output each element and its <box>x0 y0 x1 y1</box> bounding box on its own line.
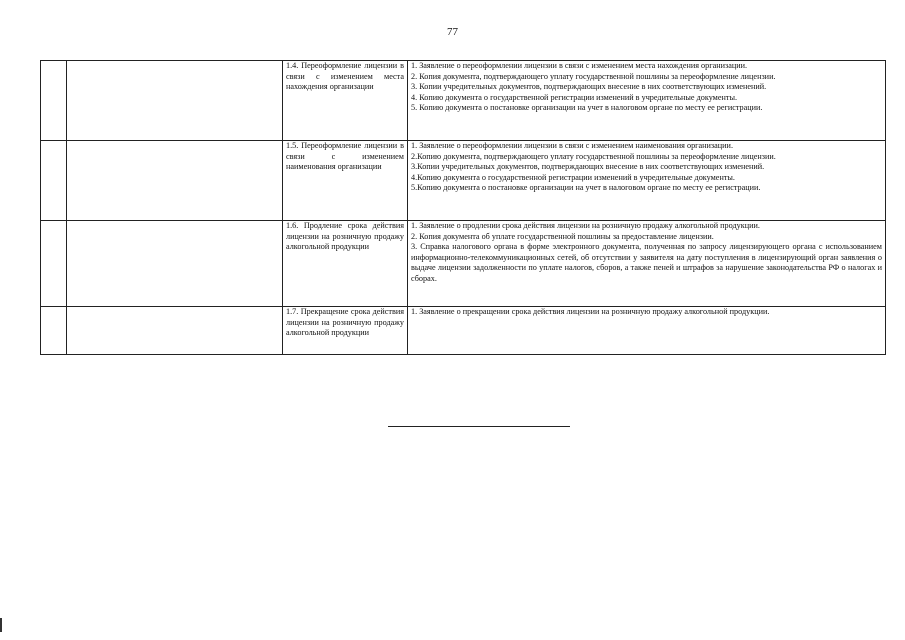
table-row <box>41 307 886 355</box>
documents-cell <box>408 221 886 307</box>
separator-line <box>388 426 570 427</box>
empty-cell <box>67 221 283 307</box>
empty-cell <box>41 307 67 355</box>
empty-cell <box>67 307 283 355</box>
table-row <box>41 221 886 307</box>
page-number: 77 <box>447 26 458 38</box>
empty-cell <box>67 61 283 141</box>
document-item: 1. Заявление о переоформлении лицензии в связи с изменением места нахождения организации. <box>411 61 748 70</box>
documents-cell <box>408 307 886 355</box>
service-cell: 1.7. Прекращение срока действия лицензии на розничную продажу алкогольной продукции <box>283 307 408 355</box>
document-item: 4.Копию документа о государственной регистрации изменений в учредительные документы. <box>411 172 735 182</box>
service-cell: 1.4. Переоформление лицензии в связи с изменением места нахождения организации <box>283 61 408 141</box>
document-item: 1. Заявление о продлении срока действия лицензии на розничную продажу алкогольной продукции. <box>411 221 760 230</box>
empty-cell <box>67 141 283 221</box>
empty-cell <box>41 141 67 221</box>
documents-cell <box>408 141 886 221</box>
document-item: 3. Копии учредительных документов, подтверждающих внесение в них соответствующих изменений. <box>411 82 767 92</box>
document-item: 4. Копию документа о государственной регистрации изменений в учредительные документы. <box>411 92 737 102</box>
empty-cell <box>41 61 67 141</box>
service-cell: 1.5. Переоформление лицензии в связи с изменением наименования организации <box>283 141 408 221</box>
document-item: 2.Копию документа, подтверждающего уплату государственной пошлины за переоформление лицензии. <box>411 151 776 161</box>
document-item: 3.Копии учредительных документов, подтверждающих внесение в них соответствующих изменений. <box>411 162 765 172</box>
document-item: 3. Справка налогового органа в форме электронного документа, полученная по запросу лицензирующего органа с использованием информационно-телекоммуникационных сетей, об отсутствии у заявителя на дату поступления в лицензирующий орган заявления о выдаче лицензии задолженности по уплате налогов, сборов, а также пеней и штрафов за нарушение законодательства РФ о налогах и сборах. <box>411 242 882 283</box>
document-item: 5. Копию документа о постановке организации на учет в налоговом органе по месту ее регистрации. <box>411 103 763 113</box>
document-item: 1. Заявление о переоформлении лицензии в связи с изменением наименования организации. <box>411 141 733 150</box>
empty-cell <box>41 221 67 307</box>
licensing-documents-table <box>40 60 886 355</box>
scan-edge-mark <box>0 618 2 632</box>
document-item: 1. Заявление о прекращении срока действия лицензии на розничную продажу алкогольной продукции. <box>411 307 770 316</box>
table-row <box>41 141 886 221</box>
document-item: 5.Копию документа о постановке организации на учет в налоговом органе по месту ее регистрации. <box>411 183 761 193</box>
document-item: 2. Копия документа об уплате государственной пошлины за предоставление лицензии. <box>411 231 714 241</box>
documents-cell <box>408 61 886 141</box>
table-row <box>41 61 886 141</box>
service-cell: 1.6. Продление срока действия лицензии на розничную продажу алкогольной продукции <box>283 221 408 307</box>
document-item: 2. Копия документа, подтверждающего уплату государственной пошлины за переоформление лицензии. <box>411 71 776 81</box>
